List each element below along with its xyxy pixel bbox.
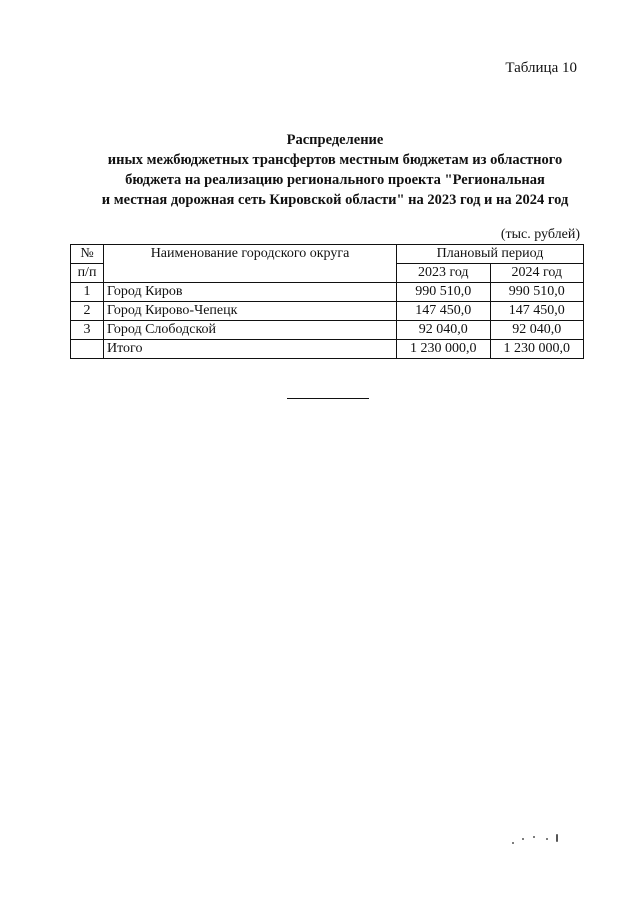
header-row — [71, 245, 584, 264]
scan-speck — [556, 834, 558, 842]
header-year-2023: 2023 год — [397, 264, 491, 283]
header-num — [71, 245, 104, 264]
row-value-2023: 990 510,0 — [397, 283, 491, 302]
row-name: Город Кирово-Чепецк — [104, 302, 397, 321]
distribution-table — [70, 244, 584, 359]
header-name: Наименование городского округа — [104, 245, 397, 283]
row-name: Город Слободской — [104, 321, 397, 340]
row-value-2023: 92 040,0 — [397, 321, 491, 340]
row-num: 1 — [71, 283, 104, 302]
table-row — [71, 302, 584, 321]
row-num: 2 — [71, 302, 104, 321]
header-year-2024: 2024 год — [490, 264, 584, 283]
scan-speck — [512, 842, 514, 844]
total-name: Итого — [104, 340, 397, 359]
scan-speck — [522, 838, 524, 840]
row-value-2024: 990 510,0 — [490, 283, 584, 302]
scan-speck — [533, 836, 535, 838]
table-row — [71, 283, 584, 302]
total-row — [71, 340, 584, 359]
closing-rule — [287, 398, 369, 399]
table-row — [71, 321, 584, 340]
title-line: и местная дорожная сеть Кировской области" на 2023 год и на 2024 год — [101, 192, 569, 208]
total-value-2023: 1 230 000,0 — [397, 340, 491, 359]
table-number: Таблица 10 — [505, 60, 577, 76]
header-num-pp: п/п — [71, 264, 104, 283]
total-num — [71, 340, 104, 359]
row-name: Город Киров — [104, 283, 397, 302]
row-value-2023: 147 450,0 — [397, 302, 491, 321]
header-period: Плановый период — [397, 245, 584, 264]
title-line: Распределение — [286, 132, 384, 148]
title-line: иных межбюджетных трансфертов местным бюджетам из областного — [107, 152, 563, 168]
total-value-2024: 1 230 000,0 — [490, 340, 584, 359]
scan-speck — [546, 838, 548, 840]
row-value-2024: 92 040,0 — [490, 321, 584, 340]
row-num: 3 — [71, 321, 104, 340]
document-title — [40, 130, 630, 210]
title-line: бюджета на реализацию регионального проекта "Региональная — [125, 172, 545, 188]
row-value-2024: 147 450,0 — [490, 302, 584, 321]
units-label: (тыс. рублей) — [500, 227, 580, 242]
header-num-symbol: № — [80, 246, 94, 261]
